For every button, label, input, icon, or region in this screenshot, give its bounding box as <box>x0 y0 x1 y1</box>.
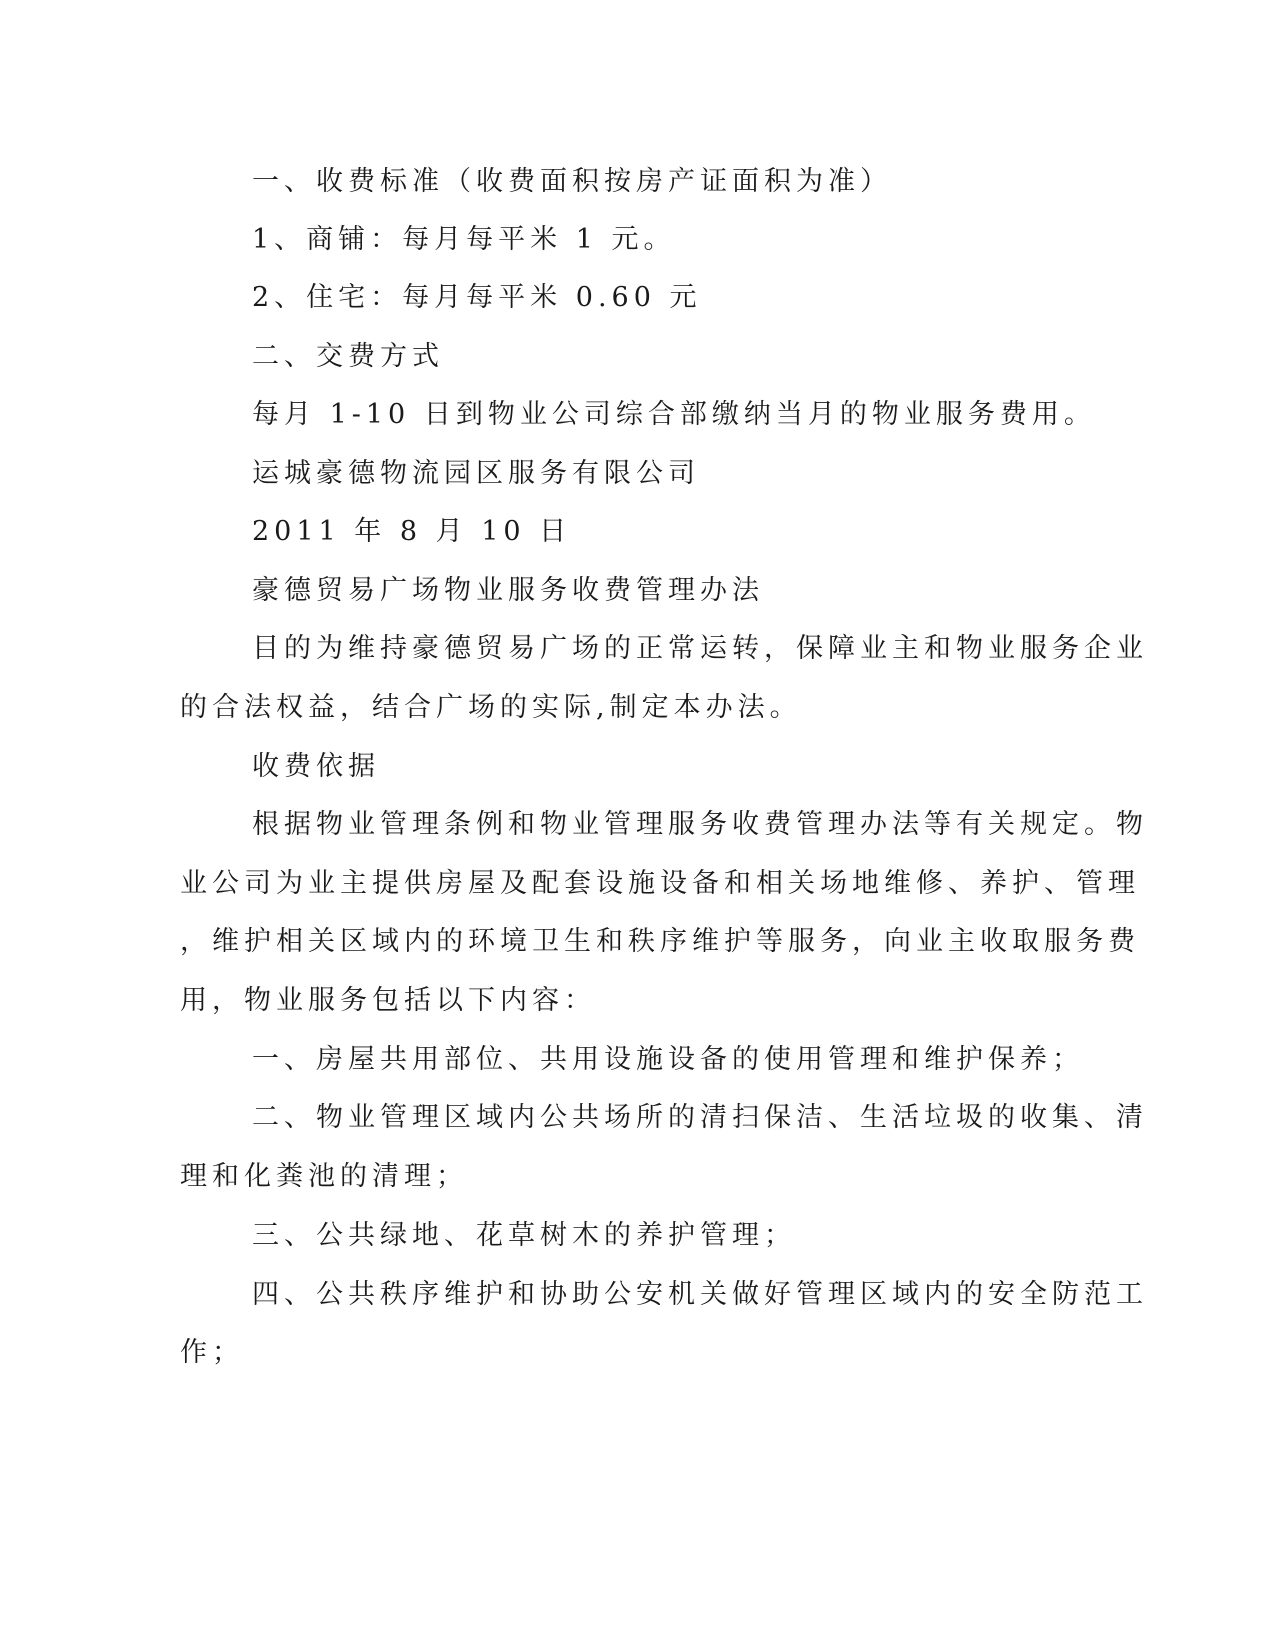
basis-paragraph-line-1: 根据物业管理条例和物业管理服务收费管理办法等有关规定。物 <box>252 809 1148 840</box>
basis-paragraph-line-3: ，维护相关区域内的环境卫生和秩序维护等服务，向业主收取服务费 <box>180 926 1140 957</box>
heading-fee-standard: 一、收费标准（收费面积按房产证面积为准） <box>252 166 892 197</box>
service-item-2-line-1: 二、物业管理区域内公共场所的清扫保洁、生活垃圾的收集、清 <box>252 1102 1148 1133</box>
heading-fee-basis: 收费依据 <box>252 751 380 782</box>
service-item-1: 一、房屋共用部位、共用设施设备的使用管理和维护保养； <box>252 1044 1084 1075</box>
basis-paragraph-line-4: 用，物业服务包括以下内容： <box>180 985 596 1016</box>
section-title: 豪德贸易广场物业服务收费管理办法 <box>252 575 764 606</box>
document-date: 2011 年 8 月 10 日 <box>252 516 572 547</box>
fee-item-shop: 1、商铺：每月每平米 1 元。 <box>252 224 676 255</box>
heading-payment-method: 二、交费方式 <box>252 341 444 372</box>
purpose-paragraph-line-1: 目的为维持豪德贸易广场的正常运转，保障业主和物业服务企业 <box>252 633 1148 664</box>
service-item-3: 三、公共绿地、花草树木的养护管理； <box>252 1220 796 1251</box>
basis-paragraph-line-2: 业公司为业主提供房屋及配套设施设备和相关场地维修、养护、管理 <box>180 868 1140 899</box>
payment-method-text: 每月 1-10 日到物业公司综合部缴纳当月的物业服务费用。 <box>252 399 1096 430</box>
company-name: 运城豪德物流园区服务有限公司 <box>252 458 700 489</box>
service-item-4-line-2: 作； <box>180 1337 244 1368</box>
service-item-4-line-1: 四、公共秩序维护和协助公安机关做好管理区域内的安全防范工 <box>252 1279 1148 1310</box>
service-item-2-line-2: 理和化粪池的清理； <box>180 1161 468 1192</box>
purpose-paragraph-line-2: 的合法权益，结合广场的实际,制定本办法。 <box>180 692 802 723</box>
fee-item-residence: 2、住宅：每月每平米 0.60 元 <box>252 282 702 313</box>
